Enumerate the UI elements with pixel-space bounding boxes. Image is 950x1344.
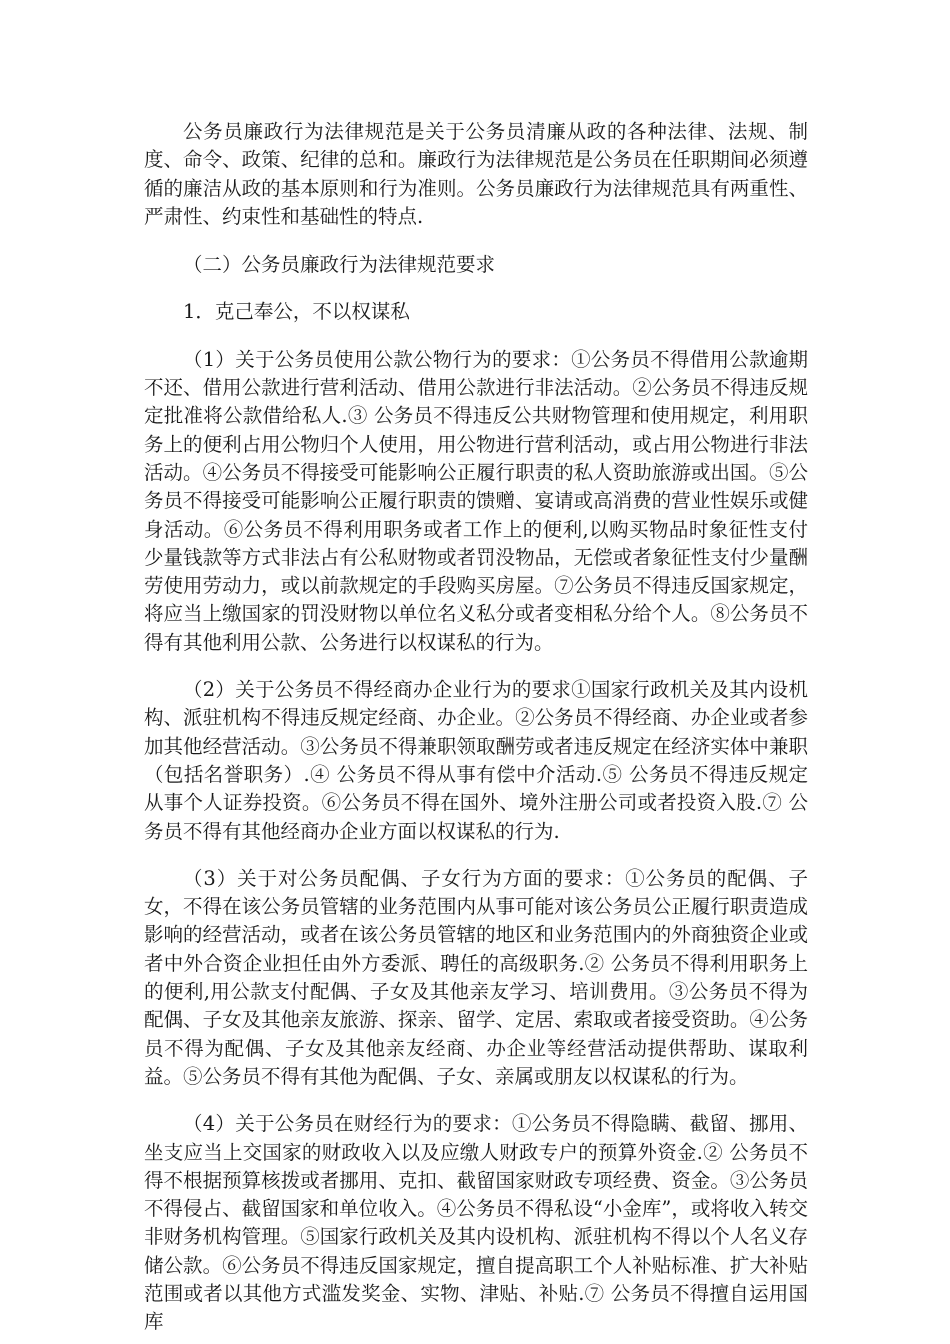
item-1-paragraph: （1）关于公务员使用公款公物行为的要求：①公务员不得借用公款逾期不还、借用公款进行营利活动、借用公款进行非法活动。②公务员不得违反规定批准将公款借给私人.③ 公务员不得违反公共财物管理和使用规定，利用职务上的便利占用公物归个人使用，用公物进行营利活动，或占用公物进行非法活动。④公务员不得接受可能影响公正履行职责的私人资助旅游或出国。⑤公务员不得接受可能影响公正履行职责的馈赠、宴请或高消费的营业性娱乐或健身活动。⑥公务员不得利用职务或者工作上的便利,以购买物品时象征性支付少量钱款等方式非法占有公私财物或者罚没物品，无偿或者象征性支付少量酬劳使用劳动力，或以前款规定的手段购买房屋。⑦公务员不得违反国家规定，将应当上缴国家的罚没财物以单位名义私分或者变相私分给个人。⑧公务员不得有其他利用公款、公务进行以权谋私的行为。 [144, 347, 808, 654]
document-page [144, 118, 808, 1337]
item-4-paragraph: （4）关于公务员在财经行为的要求：①公务员不得隐瞒、截留、挪用、坐支应当上交国家的财政收入以及应缴人财政专户的预算外资金.② 公务员不得不根据预算核拨或者挪用、克扣、截留国家财政专项经费、资金。③公务员不得侵占、截留国家和单位收入。④公务员不得私设“小金库”，或将收入转交非财务机构管理。⑤国家行政机关及其内设机构、派驻机构不得以个人名义存储公款。⑥公务员不得违反国家规定，擅自提高职工个人补贴标准、扩大补贴范围或者以其他方式滥发奖金、实物、津贴、补贴.⑦ 公务员不得擅自运用国库 [144, 1112, 808, 1334]
intro-paragraph: 公务员廉政行为法律规范是关于公务员清廉从政的各种法律、法规、制度、命令、政策、纪律的总和。廉政行为法律规范是公务员在任职期间必须遵循的廉洁从政的基本原则和行为准则。公务员廉政行为法律规范具有两重性、严肃性、约束性和基础性的特点. [144, 120, 808, 228]
item-2-paragraph: （2）关于公务员不得经商办企业行为的要求①国家行政机关及其内设机构、派驻机构不得违反规定经商、办企业。②公务员不得经商、办企业或者参加其他经营活动。③公务员不得兼职领取酬劳或者违反规定在经济实体中兼职（包括名誉职务）.④ 公务员不得从事有偿中介活动.⑤ 公务员不得违反规定从事个人证券投资。⑥公务员不得在国外、境外注册公司或者投资入股.⑦ 公务员不得有其他经商办企业方面以权谋私的行为. [144, 678, 808, 843]
subsection-heading: 1．克己奉公，不以权谋私 [183, 300, 410, 324]
item-3-paragraph: （3）关于对公务员配偶、子女行为方面的要求：①公务员的配偶、子女，不得在该公务员管辖的业务范围内从事可能对该公务员公正履行职责造成影响的经营活动，或者在该公务员管辖的地区和业务范围内的外商独资企业或者中外合资企业担任由外方委派、聘任的高级职务.② 公务员不得利用职务上的便利,用公款支付配偶、子女及其他亲友学习、培训费用。③公务员不得为配偶、子女及其他亲友旅游、探亲、留学、定居、索取或者接受资助。④公务员不得为配偶、子女及其他亲友经商、办企业等经营活动提供帮助、谋取利益。⑤公务员不得有其他为配偶、子女、亲属或朋友以权谋私的行为。 [144, 866, 808, 1088]
section-heading: （二）公务员廉政行为法律规范要求 [183, 253, 496, 277]
